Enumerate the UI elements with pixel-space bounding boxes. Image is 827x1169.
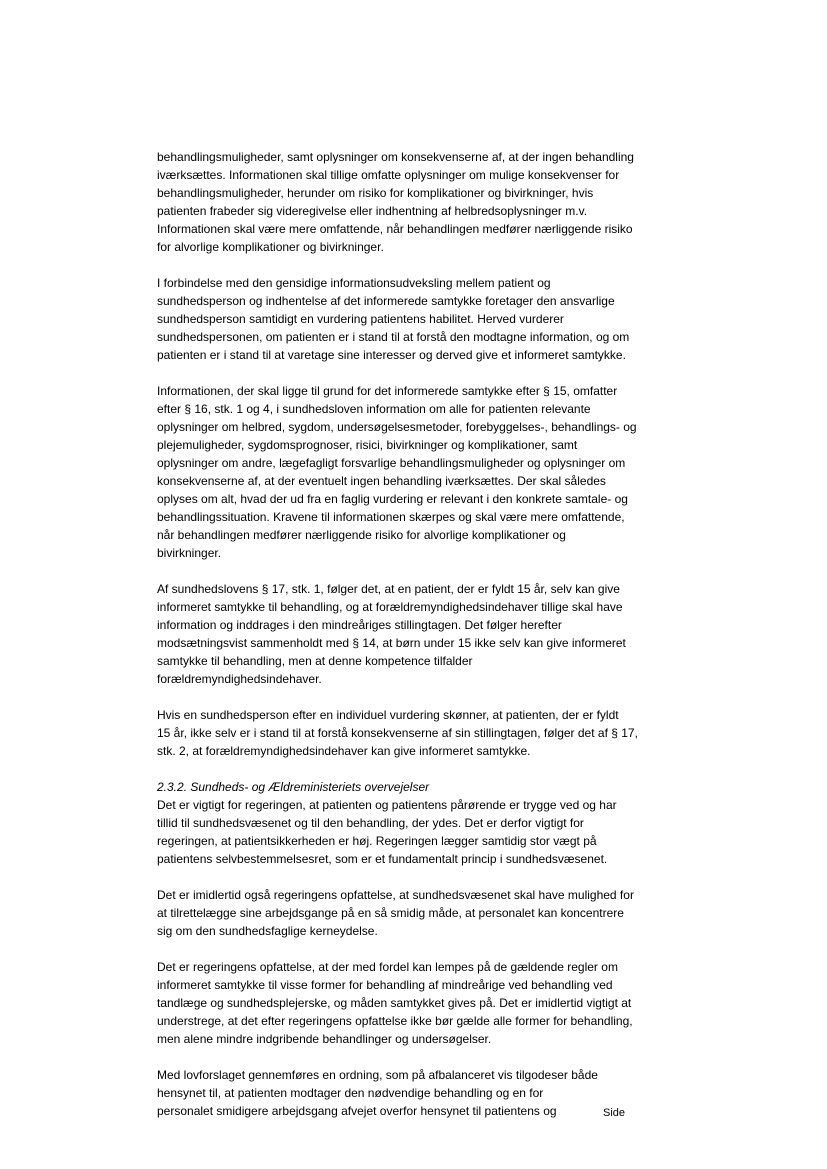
text-line: forældremyndighedsindehaver. [157,672,322,686]
section-heading: 2.3.2. Sundheds- og Ældreministeriets overvejelser [157,780,430,794]
text-line: information og inddrages i den mindreåriges stillingtagen. Det følger herefter [157,618,562,632]
text-line: behandlingsmuligheder, herunder om risiko for komplikationer og bivirkninger, hvis [157,186,594,200]
text-line: sundhedsperson og indhentelse af det informerede samtykke foretager den ansvarlige [157,294,615,308]
text-line: konsekvenserne af, at der eventuelt ingen behandling iværksættes. Der skal således [157,474,606,488]
text-line: efter § 16, stk. 1 og 4, i sundhedsloven information om alle for patienten relevante [157,402,591,416]
text-line: Informationen skal være mere omfattende, når behandlingen medfører nærliggende risiko [157,222,633,236]
text-line: men alene mindre indgribende behandlinger og undersøgelser. [157,1032,492,1046]
text-line: behandlingsmuligheder, samt oplysninger om konsekvenserne af, at der ingen behandling [157,150,634,164]
text-line: patienten frabeder sig videregivelse eller indhentning af helbredsoplysninger m.v. [157,204,588,218]
text-line: Det er imidlertid også regeringens opfattelse, at sundhedsvæsenet skal have mulighed for [157,888,634,902]
paragraph [157,706,675,760]
text-line: regeringen, at patientsikkerheden er høj. Regeringen lægger samtidig stor vægt på [157,834,597,848]
text-line: Med lovforslaget gennemføres en ordning, som på afbalanceret vis tilgodeser både [157,1068,598,1082]
text-line: sig om den sundhedsfaglige kerneydelse. [157,924,378,938]
watermark-stamp [395,615,435,655]
text-line: iværksættes. Informationen skal tillige omfatte oplysninger om mulige konsekvenser for [157,168,620,182]
text-line: behandlingssituation. Kravene til informationen skærpes og skal være mere omfattende, [157,510,625,524]
text-line: tillid til sundhedsvæsenet og til den behandling, der ydes. Det er derfor vigtigt for [157,816,584,830]
page-number-label: Side [603,1107,626,1119]
text-line: patientens selvbestemmelsesret, som er et fundamentalt princip i sundhedsvæsenet. [157,852,608,866]
text-line: personalet smidigere arbejdsgang afvejet overfor hensynet til patientens og [157,1104,557,1118]
text-line: 15 år, ikke selv er i stand til at forstå konsekvenserne af sin stillingtagen, følger det af § 17, [157,726,638,740]
text-line: sundhedsperson samtidigt en vurdering patientens habilitet. Herved vurderer [157,312,564,326]
text-line: for alvorlige komplikationer og bivirkninger. [157,240,384,254]
text-line: stk. 2, at forældremyndighedsindehaver kan give informeret samtykke. [157,744,531,758]
text-line: oplyses om alt, hvad der ud fra en faglig vurdering er relevant i den konkrete samtale- og [157,492,628,506]
text-line: patienten er i stand til at varetage sine interesser og derved give et informeret samtykke. [157,348,626,362]
text-line: samtykke til behandling, men at denne kompetence tilfalder [157,654,473,668]
section-paragraphs [157,796,675,1120]
text-line: bivirkninger. [157,546,222,560]
text-line: informeret samtykke til visse former for behandling af mindreårige ved behandling ved [157,978,613,992]
text-line: Det er vigtigt for regeringen, at patienten og patientens pårørende er trygge ved og har [157,798,617,812]
text-line: Af sundhedslovens § 17, stk. 1, følger det, at en patient, der er fyldt 15 år, selv kan give [157,582,620,596]
text-line: oplysninger om andre, lægefagligt forsvarlige behandlingsmuligheder og oplysninger om [157,456,626,470]
text-line: hensynet til, at patienten modtager den nødvendige behandling og en for [157,1086,544,1100]
paragraph [157,958,675,1048]
paragraph [157,1066,675,1120]
text-line: modsætningsvist sammenholdt med § 14, at børn under 15 ikke selv kan give informeret [157,636,626,650]
text-line: Hvis en sundhedsperson efter en individuel vurdering skønner, at patienten, der er fyldt [157,708,619,722]
text-line: sundhedspersonen, om patienten er i stand til at forstå den modtagne information, og om [157,330,630,344]
text-line: tandlæge og sundhedsplejerske, og måden samtykket gives på. Det er imidlertid vigtigt at [157,996,632,1010]
text-line: I forbindelse med den gensidige informationsudveksling mellem patient og [157,276,551,290]
paragraph [157,886,675,940]
text-line: Det er regeringens opfattelse, at der med fordel kan lempes på de gældende regler om [157,960,618,974]
paragraph [157,148,675,256]
text-line: når behandlingen medfører nærliggende risiko for alvorlige komplikationer og [157,528,566,542]
text-line: understrege, at det efter regeringens opfattelse ikke bør gælde alle former for behandling, [157,1014,633,1028]
text-line: plejemuligheder, sygdomsprognoser, risici, bivirkninger og komplikationer, samt [157,438,578,452]
text-line: at tilrettelægge sine arbejdsgange på en så smidig måde, at personalet kan koncentrere [157,906,624,920]
paragraph [157,796,675,868]
text-line: informeret samtykke til behandling, og at forældremyndighedsindehaver tillige skal have [157,600,623,614]
paragraph [157,382,675,562]
text-line: oplysninger om helbred, sygdom, undersøgelsesmetoder, forebyggelses-, behandlings- og [157,420,637,434]
paragraphs-top [157,148,675,760]
paragraph [157,274,675,364]
text-line: Informationen, der skal ligge til grund for det informerede samtykke efter § 15, omfatter [157,384,618,398]
